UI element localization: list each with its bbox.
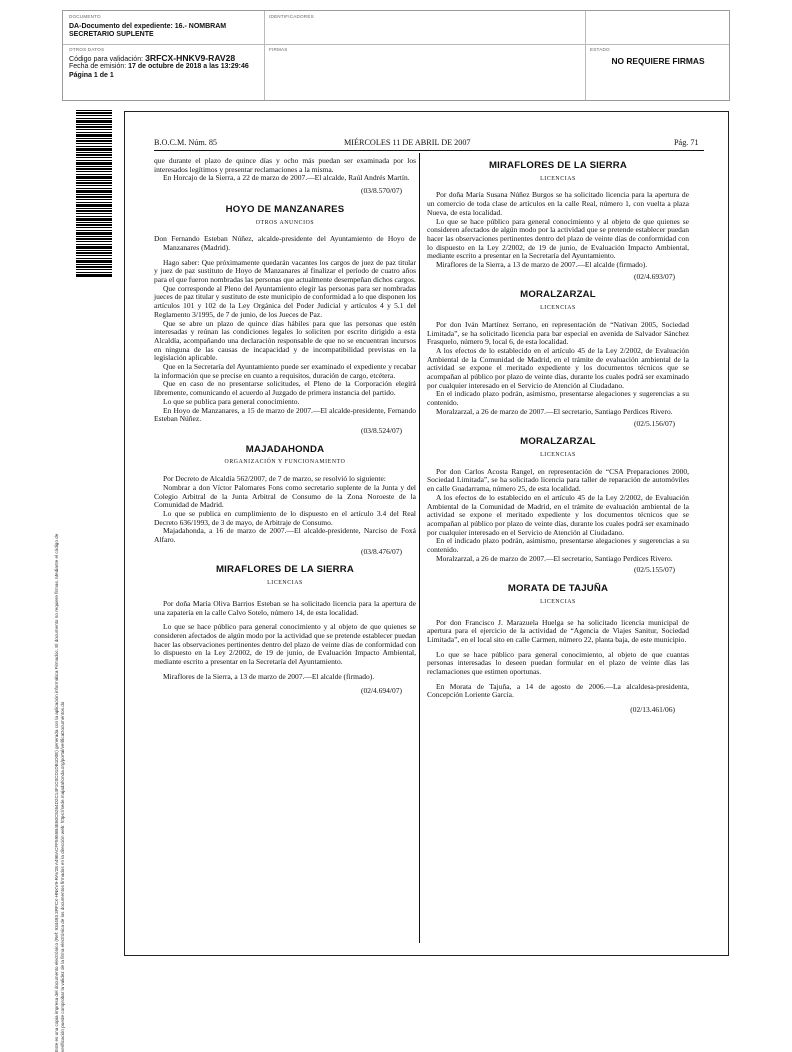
morata-p2: Lo que se hace público para general conocimiento, al objeto de que cuantas personas interesadas lo deseen puedan formular en el plazo de veinte días las reclamaciones que estimen oportunas. — [427, 649, 689, 677]
majadahonda-p2: Nombrar a don Víctor Palomares Fons como secretario suplente de la Junta y del Colegio Arbitral de la Junta Arbitral de Consumo de la Zona Noroeste de la Comunidad de Madrid. — [154, 482, 416, 510]
miraflores-left-p3: Miraflores de la Sierra, a 13 de marzo de 2007.—El alcalde (firmado). — [163, 671, 375, 681]
documento-value-2: SECRETARIO SUPLENTE — [69, 31, 154, 39]
documento-cell — [69, 14, 259, 40]
miraflores-right-title: MIRAFLORES DE LA SIERRA — [488, 160, 628, 171]
running-head-left: B.O.C.M. Núm. 85 — [154, 138, 218, 147]
miraflores-left-p1: Por doña María Oliva Barrios Esteban se ha solicitado licencia para la apertura de una zapatería en la calle Calvo Sotelo, número 14, de esta localidad. — [154, 598, 416, 617]
hoyo-p2: Hago saber: Que próximamente quedarán vacantes los cargos de juez de paz titular y juez de paz sustituto de Hoyo de Manzanares al finalizar el período de cuatro años para el que fueron nombradas las personas que actualmente desempeñan dichos cargos. — [154, 257, 416, 285]
miraflores-left-subtitle: LICENCIAS — [267, 580, 303, 587]
fecha-value: 17 de octubre de 2018 a las 13:29:46 — [128, 63, 249, 71]
majadahonda-title: MAJADAHONDA — [245, 443, 325, 455]
document-header — [62, 10, 730, 101]
hoyo-p6: Que en caso de no presentarse solicitudes, el Pleno de la Corporación elegirá libremente, comunicando el acuerdo al Juzgado de primera instancia del partido. — [154, 379, 416, 398]
running-head-right: Pág. 71 — [674, 138, 699, 147]
hoyo-p5: Que en la Secretaría del Ayuntamiento puede ser examinado el expediente y recabar la información que se precise en cuanto a requisitos, duración de cargo, etcétera. — [154, 362, 416, 380]
hoyo-p4: Que se abre un plazo de quince días hábiles para que las personas que estén interesadas y reúnan las condiciones legales lo soliciten por escrito dirigido a esta Alcaldía, acompañando una declaración responsable de que no se encuentran incursos en ninguna de las causas de incapacidad y de incompatibilidad previstas en la legislación aplicable. — [154, 318, 416, 363]
estado-value: NO REQUIERE FIRMAS — [611, 56, 705, 66]
hoyo-subtitle: OTROS ANUNCIOS — [255, 219, 315, 226]
miraflores-right-ref: (02/4.693/07) — [633, 271, 675, 281]
majadahonda-p1: Por Decreto de Alcaldía 562/2007, de 7 de marzo, se resolvió lo siguiente: — [163, 474, 386, 484]
miraflores-left-title: MIRAFLORES DE LA SIERRA — [215, 564, 355, 576]
miraflores-right-p2: Lo que se hace público para general conocimiento y al objeto de que quienes se consideren afectados de algún modo por la actividad que se pretende establecer puedan hacer las observaciones pertinentes dentro del plazo de veinte días de conformidad con lo dispuesto en la Ley 2/2002, de 19 de junio, de Evaluación Impacto Ambiental, mediante escrito a presentar en la Secretaría del Ayuntamiento. — [427, 216, 689, 261]
header-rule — [154, 150, 704, 151]
hoyo-p7: Lo que se publica para general conocimiento. — [163, 396, 300, 406]
hoyo-ref: (03/8.524/07) — [360, 425, 402, 435]
right-column — [427, 156, 689, 715]
moralzarzal-2-ref: (02/5.155/07) — [633, 565, 675, 575]
documento-caption: DOCUMENTO — [69, 14, 101, 19]
fecha-label: Fecha de emisión: — [69, 63, 129, 71]
horcajo-ref: (03/8.570/07) — [360, 186, 402, 196]
otros-datos-cell — [69, 47, 263, 80]
firmas-cell — [269, 47, 569, 52]
identificadores-caption: IDENTIFICADORES — [269, 14, 314, 19]
identificadores-cell — [269, 14, 569, 19]
moralzarzal-2-p3: En el indicado plazo podrán, asimismo, presentarse alegaciones y sugerencias a su contenido. — [427, 536, 689, 555]
miraflores-right-subtitle: LICENCIAS — [540, 175, 576, 182]
morata-p1: Por don Francisco J. Marazuela Huelga se ha solicitado licencia municipal de apertura para el ejercicio de la actividad de “Agencia de Viajes Sanitur, Sociedad Limitada”, en el local sito en calle Carmen, número 22, planta baja, de este municipio. — [427, 617, 689, 644]
running-head-center: MIÉRCOLES 11 DE ABRIL DE 2007 — [344, 138, 471, 147]
estado-cell — [590, 47, 726, 66]
codigo-validacion — [69, 54, 263, 63]
side-text-line-1: Este es una copia impresa del documento electrónico (Ref: 934493 3RFCX-HNKV9-RAV28 A49EACFF5955B4E60C5264D2C14F1C0CD1DB1D0E) generada con la aplicación informática Firmadoc. El documento no requiere firmas. Mediante el código de — [54, 533, 59, 1052]
moralzarzal-2-p4: Moralzarzal, a 26 de marzo de 2007.—El secretario, Santiago Perdices Rivero. — [436, 553, 673, 563]
fecha-emision — [69, 63, 263, 71]
morata-p3: En Morata de Tajuña, a 14 de agosto de 2006.—La alcaldesa-presidenta, Concepción Loriente García. — [427, 681, 689, 700]
majadahonda-p3: Lo que se publica en cumplimiento de lo dispuesto en el artículo 3.4 del Real Decreto 636/1993, de 3 de mayo, de Arbitraje de Consumo. — [154, 508, 416, 527]
moralzarzal-1-p2: A los efectos de lo establecido en el artículo 45 de la Ley 2/2002, de Evaluación Ambiental de la Comunidad de Madrid, en el trámite de evaluación ambiental de la actividad se expone el meritado expediente y los documentos técnicos que se acompañan al público por plazo de veinte días, durante los cuales podrá ser examinado por cualquier interesado en el Servicio de Atención al Ciudadano. — [427, 345, 689, 390]
moralzarzal-2-title: MORALZARZAL — [520, 436, 596, 448]
hoyo-p1: Don Fernando Esteban Núñez, alcalde-presidente del Ayuntamiento de Hoyo de Manzanares (Madrid). — [154, 234, 416, 252]
miraflores-left-ref: (02/4.694/07) — [360, 686, 402, 696]
miraflores-right-p1: Por doña María Susana Núñez Burgos se ha solicitado licencia para la apertura de un comercio de toda clase de artículos en la calle Real, número 1, con vuelta a plaza Nueva, de esta localidad. — [427, 190, 689, 217]
estado-caption: ESTADO — [590, 47, 610, 52]
hoyo-title: HOYO DE MANZANARES — [225, 203, 345, 215]
firmas-caption: FIRMAS — [269, 47, 288, 52]
column-separator — [419, 153, 420, 943]
morata-subtitle: LICENCIAS — [540, 598, 576, 605]
otros-datos-caption: OTROS DATOS — [69, 47, 105, 52]
verification-side-text — [54, 252, 84, 1052]
moralzarzal-2-subtitle: LICENCIAS — [540, 451, 576, 458]
moralzarzal-1-ref: (02/5.156/07) — [633, 418, 675, 428]
majadahonda-p4: Majadahonda, a 16 de marzo de 2007.—El alcalde-presidente, Narciso de Foxá Alfaro. — [154, 526, 416, 545]
codigo-value: 3RFCX-HNKV9-RAV28 — [145, 53, 236, 63]
side-text-line-2: verificación puede comprobar la validez de la firma electrónica de los documentos firmados en la dirección web: https://sede.majadahonda.org/portal/verificaDocumentos.do — [60, 701, 65, 1052]
pagina-count: Página 1 de 1 — [69, 71, 114, 79]
miraflores-right-p3: Miraflores de la Sierra, a 13 de marzo de 2007.—El alcalde (firmado). — [436, 260, 648, 270]
moralzarzal-2-p2: A los efectos de lo establecido en el artículo 45 de la Ley 2/2002, de Evaluación Ambiental de la Comunidad de Madrid, en el trámite de evaluación ambiental de la actividad se expone el meritado expediente y los documentos técnicos que se acompañan al público por plazo de veinte días, durante los cuales podrá ser examinado por cualquier interesado en el Servicio de Atención al Ciudadano. — [427, 492, 689, 537]
moralzarzal-1-p1: Por don Iván Martínez Serrano, en representación de “Nativan 2005, Sociedad Limitada”, se ha solicitado licencia para bar especial en avenida de Salvador Sánchez Frasquelo, número 9, local 6, de esta localidad. — [427, 319, 689, 347]
documento-value-1: DA-Documento del expediente: 16.- NOMBRAM — [69, 23, 227, 30]
miraflores-left-p2: Lo que se hace público para general conocimiento y al objeto de que quienes se consideren afectados de algún modo por la actividad que se pretende establecer puedan hacer las observaciones pertinentes dentro del plazo de veinte días de conformidad con lo dispuesto en la Ley 2/2002, de 19 de junio, de Evaluación Impacto Ambiental, mediante escrito a presentar en la Secretaría del Ayuntamiento. — [154, 622, 416, 667]
majadahonda-ref: (03/8.476/07) — [360, 546, 402, 556]
hoyo-p3: Que corresponde al Pleno del Ayuntamiento elegir las personas para ser nombradas jueces de paz titular y sustituto de este municipio de conformidad a lo que disponen los artículos 101 y 102 de la Ley Orgánica del Poder Judicial y artículos 4 y 5.1 del Reglamento 3/1995, de 7 de junio, de los Jueces de Paz. — [154, 283, 416, 319]
codigo-label: Código para validación: — [69, 55, 146, 63]
left-column — [154, 157, 416, 696]
moralzarzal-1-p3: En el indicado plazo podrán, asimismo, presentarse alegaciones y sugerencias a su contenido. — [427, 389, 689, 408]
moralzarzal-1-title: MORALZARZAL — [520, 289, 596, 301]
morata-title: MORATA DE TAJUÑA — [507, 583, 609, 595]
horcajo-signature: En Horcajo de la Sierra, a 22 de marzo de 2007.—El alcalde, Raúl Andrés Martín. — [163, 173, 410, 183]
hoyo-p8: En Hoyo de Manzanares, a 15 de marzo de 2007.—El alcalde-presidente, Fernando Esteban Núñez. — [154, 405, 416, 424]
moralzarzal-2-p1: Por don Carlos Acosta Rangel, en representación de “CSA Preparaciones 2000, Sociedad Limitada”, se ha solicitado licencia para taller de reparación de automóviles en calle Guadarrama, número 25, de esta localidad. — [427, 466, 689, 494]
moralzarzal-1-p4: Moralzarzal, a 26 de marzo de 2007.—El secretario, Santiago Perdices Rivero. — [436, 406, 673, 416]
majadahonda-subtitle: ORGANIZACIÓN Y FUNCIONAMIENTO — [224, 459, 346, 466]
morata-ref: (02/13.461/06) — [630, 705, 675, 715]
moralzarzal-1-subtitle: LICENCIAS — [540, 305, 576, 312]
intro-paragraph: que durante el plazo de quince días y ocho más puedan ser examinada por los interesados legítimos y presentar reclamaciones a la misma. — [154, 156, 416, 174]
